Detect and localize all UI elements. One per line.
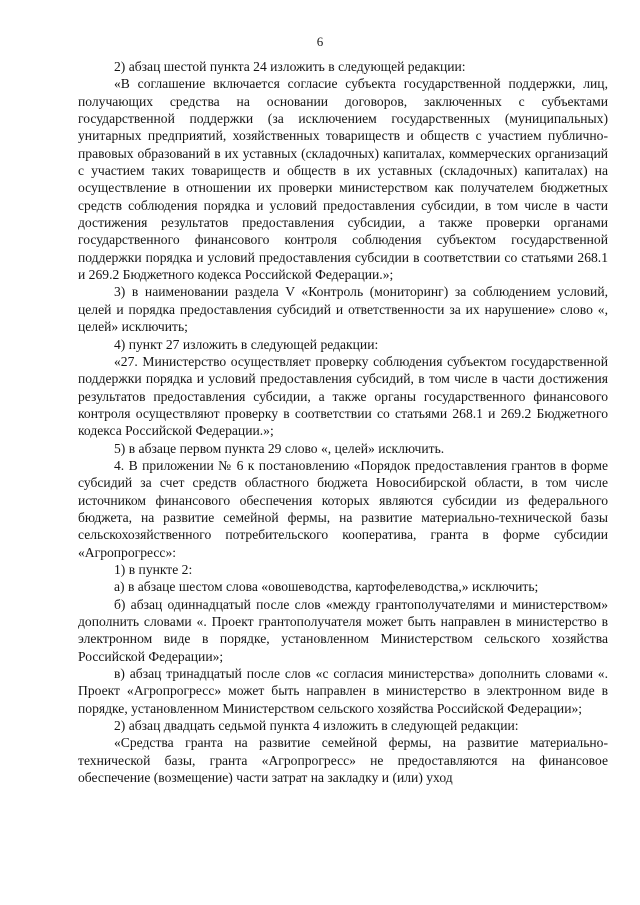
paragraph: 2) абзац шестой пункта 24 изложить в следующей редакции: xyxy=(114,59,466,74)
paragraph: в) абзац тринадцатый после слов «с согласия министерства» дополнить словами «. Проект «Агропрогресс» может быть направлен в министерство в электронном виде в порядке, установленном Министерством сельского хозяйства Российской Федерации»; xyxy=(78,666,608,716)
document-body xyxy=(78,58,608,786)
paragraph: «27. Министерство осуществляет проверку соблюдения субъектом государственной поддержки порядка и условий предоставления субсидий, в том числе в части достижения результатов предоставления субсидии, а также органы государственного финансового контроля осуществляют проверку в соответствии со статьями 268.1 и 269.2 Бюджетного кодекса Российской Федерации.»; xyxy=(78,353,608,439)
paragraph: б) абзац одиннадцатый после слов «между грантополучателями и министерством» дополнить словами «. Проект грантополучателя может быть направлен в министерство в электронном виде в порядке, установленном Министерством сельского хозяйства Российской Федерации»; xyxy=(78,596,608,664)
paragraph: «Средства гранта на развитие семейной фермы, на развитие материально-технической базы, гранта «Агропрогресс» не предоставляются на финансовое обеспечение (возмещение) части затрат на закладку и (или) уход xyxy=(78,735,608,786)
paragraph: «В соглашение включается согласие субъекта государственной поддержки, лиц, получающих средства на основании договоров, заключенных с субъектами государственной поддержки (за исключением государственных (муниципальных) унитарных предприятий, хозяйственных товариществ и обществ с участием публично-правовых образований в их уставных (складочных) капиталах, коммерческих организаций с участием таких товариществ и обществ в их уставных (складочных) капиталах) на осуществление в отношении их проверки министерством как получателем бюджетных средств соблюдения порядка и условий предоставления субсидии, в том числе в части достижения результатов предоставления субсидии, а также проверки органами государственного финансового контроля соблюдения субъектом государственной поддержки порядка и условий предоставления субсидии в соответствии со статьями 268.1 и 269.2 Бюджетного кодекса Российской Федерации.»; xyxy=(78,76,608,283)
page-number: 6 xyxy=(316,34,324,49)
paragraph: 5) в абзаце первом пункта 29 слово «, целей» исключить. xyxy=(114,440,445,456)
paragraph: а) в абзаце шестом слова «овошеводства, картофелеводства,» исключить; xyxy=(114,579,539,595)
paragraph: 2) абзац двадцать седьмой пункта 4 изложить в следующей редакции: xyxy=(114,718,519,734)
paragraph: 4. В приложении № 6 к постановлению «Порядок предоставления грантов в форме субсидий за счет средств областного бюджета Новосибирской области, в том числе источником финансового обеспечения которых являются субсидии из федерального бюджета, на развитие семейной фермы, на развитие материально-технической базы сельскохозяйственного потребительского кооператива, гранта в форме субсидии «Агропрогресс»: xyxy=(78,457,608,560)
paragraph: 3) в наименовании раздела V «Контроль (мониторинг) за соблюдением условий, целей и порядка предоставления субсидий и ответственности за их нарушение» слово «, целей» исключить; xyxy=(78,284,608,335)
paragraph: 1) в пункте 2: xyxy=(114,561,193,577)
paragraph: 4) пункт 27 изложить в следующей редакции: xyxy=(114,336,379,352)
